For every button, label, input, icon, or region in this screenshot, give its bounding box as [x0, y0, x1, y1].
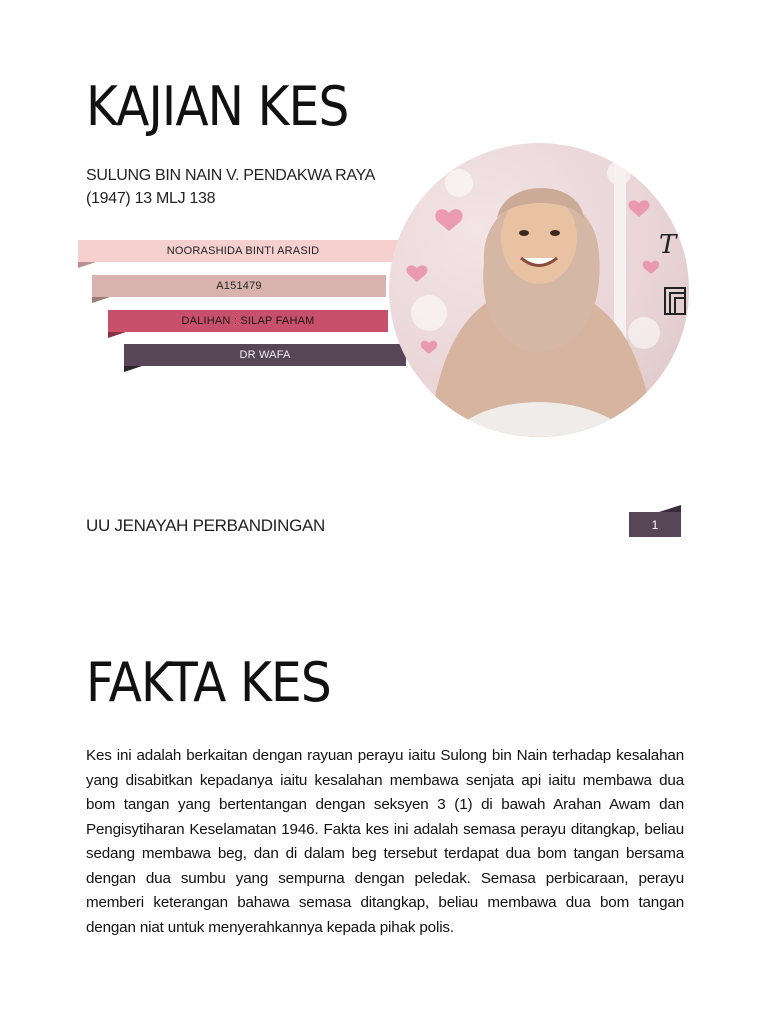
ribbon-fold [78, 262, 96, 268]
case-citation [86, 164, 375, 210]
case-name: SULUNG BIN NAIN V. PENDAKWA RAYA [86, 167, 376, 184]
case-reference: (1947) 13 MLJ 138 [86, 190, 216, 207]
section-title: FAKTA KES [86, 651, 331, 714]
ribbon-author-name [78, 240, 408, 262]
ribbon-fold [92, 297, 110, 303]
profile-photo [389, 143, 689, 437]
ribbon-lecturer [124, 344, 406, 366]
slide-title: KAJIAN KES [86, 75, 349, 138]
ribbon-student-id [92, 275, 386, 297]
svg-text:T: T [659, 230, 677, 260]
ribbon-label: DR WAFA [239, 349, 291, 361]
ribbon-fold [108, 332, 126, 338]
page-number-tab [629, 512, 681, 537]
profile-photo-illustration [389, 143, 689, 437]
course-name: UU JENAYAH PERBANDINGAN [86, 516, 326, 535]
page-number: 1 [651, 517, 659, 532]
ribbon-defence [108, 310, 388, 332]
ribbon-label: NOORASHIDA BINTI ARASID [166, 245, 320, 257]
ribbon-label: DALIHAN : SILAP FAHAM [181, 315, 315, 327]
ribbon-fold [124, 366, 142, 372]
case-facts-paragraph: Kes ini adalah berkaitan dengan rayuan perayu iaitu Sulong bin Nain terhadap kesalahan yang disabitkan kepadanya iaitu kesalahan membawa senjata api iaitu membawa dua bom tangan yang bertentangan dengan seksyen 3 (1) di bawah Arahan Awam dan Pengisytiharan Keselamatan 1946. Fakta kes ini adalah semasa perayu ditangkap, beliau sedang membawa beg, dan di dalam beg tersebut terdapat dua bom tangan bersama dengan dua sumbu yang sempurna dengan peledak. Semasa perbicaraan, perayu memberi keterangan bahawa semasa ditangkap, beliau membawa dua bom tangan dengan niat untuk menyerahkannya kepada pihak polis. [86, 747, 684, 936]
ribbon-label: A151479 [216, 280, 262, 292]
